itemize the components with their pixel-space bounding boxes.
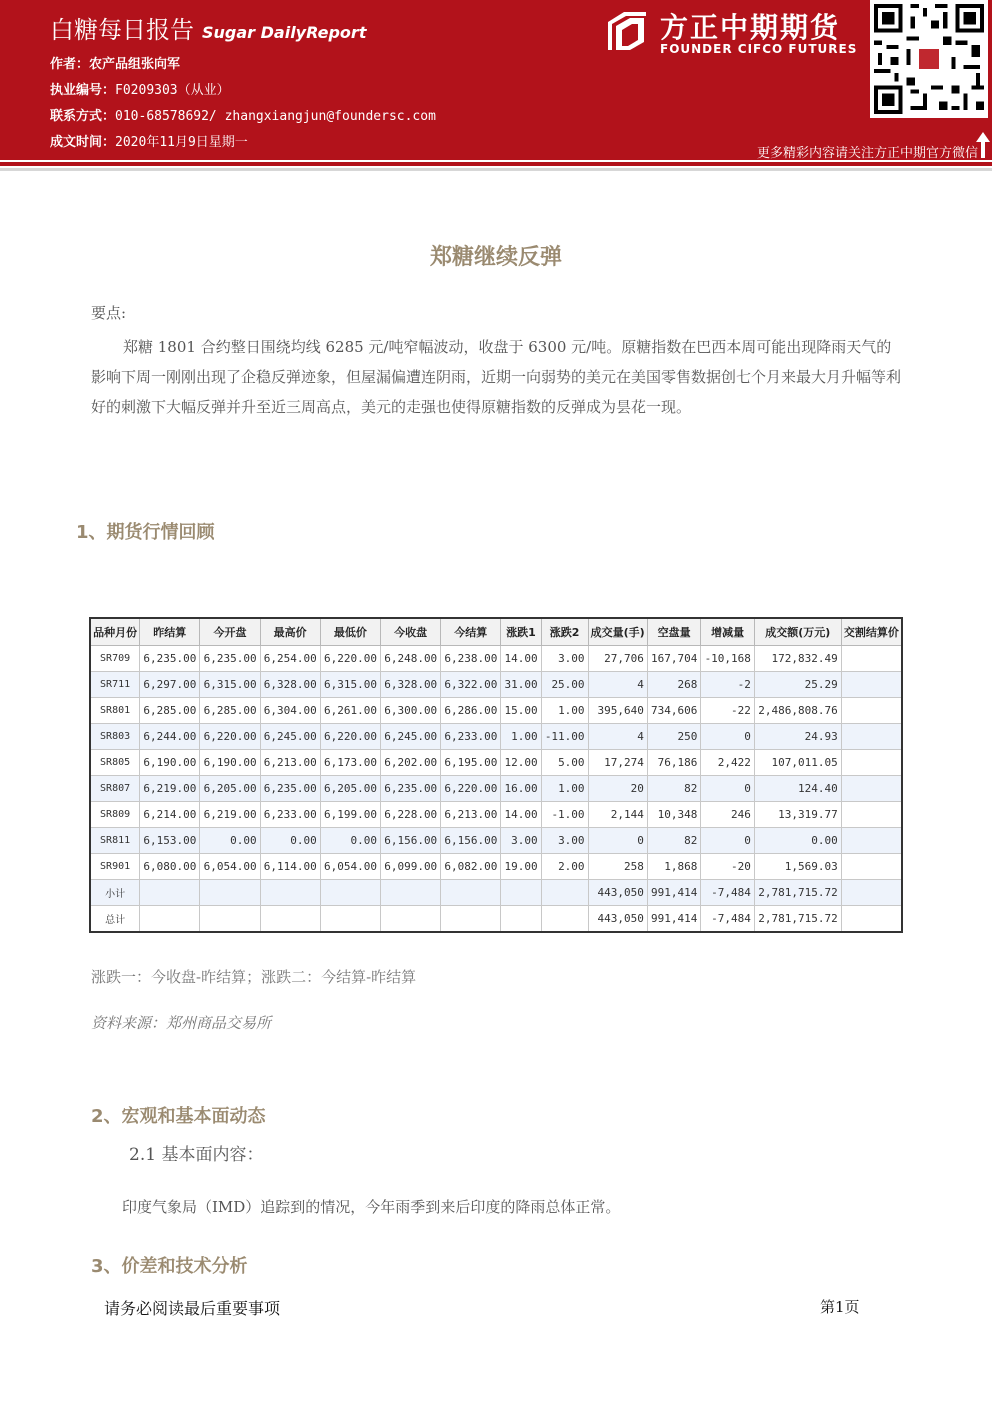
table-cell: -10,168 (701, 646, 755, 672)
table-cell: 76,186 (647, 750, 701, 776)
points-label: 要点: (91, 304, 127, 322)
table-cell: 6,219.00 (140, 776, 200, 802)
table-cell: 2,422 (701, 750, 755, 776)
table-cell: 1.00 (501, 724, 541, 750)
table-cell: 6,219.00 (200, 802, 260, 828)
document-title: 郑糖继续反弹 (429, 245, 562, 270)
col-header: 涨跌2 (541, 618, 588, 646)
table-row (90, 906, 902, 933)
table-cell: 25.29 (754, 672, 841, 698)
table-cell: 13,319.77 (754, 802, 841, 828)
table-row (90, 750, 902, 776)
header-divider (0, 162, 992, 166)
table-cell: 6,304.00 (260, 698, 320, 724)
table-cell: -2 (701, 672, 755, 698)
author-value: 农产品组张向军 (89, 57, 181, 72)
table-cell (841, 906, 902, 933)
table-row (90, 802, 902, 828)
table-cell (320, 880, 380, 906)
table-cell: 14.00 (501, 802, 541, 828)
table-cell: 19.00 (501, 854, 541, 880)
table-cell: 443,050 (588, 906, 647, 933)
table-row (90, 776, 902, 802)
contract-cell: SR809 (90, 802, 140, 828)
section-2-1-heading: 2.1 基本面内容： (129, 1145, 264, 1165)
table-cell: 27,706 (588, 646, 647, 672)
table-cell: 0.00 (320, 828, 380, 854)
table-cell (140, 880, 200, 906)
table-cell (441, 880, 501, 906)
table-cell (501, 906, 541, 933)
arrow-up-icon (976, 132, 990, 158)
report-title-cn: 白糖每日报告 (50, 16, 194, 44)
table-cell (841, 776, 902, 802)
table-cell: 1.00 (541, 776, 588, 802)
table-cell: 6,235.00 (380, 776, 440, 802)
table-cell: 6,220.00 (200, 724, 260, 750)
table-cell: 6,153.00 (140, 828, 200, 854)
table-row (90, 880, 902, 906)
table-cell: 31.00 (501, 672, 541, 698)
table-cell: 3.00 (541, 828, 588, 854)
table-cell: 991,414 (647, 906, 701, 933)
table-cell: 25.00 (541, 672, 588, 698)
col-header: 最低价 (320, 618, 380, 646)
table-cell (260, 880, 320, 906)
table-cell: 5.00 (541, 750, 588, 776)
contact-line: 联系方式：010-68578692/ zhangxiangjun@foundersc.com (50, 109, 436, 124)
table-cell: 3.00 (541, 646, 588, 672)
table-cell: 2,781,715.72 (754, 906, 841, 933)
table-cell: 6,054.00 (320, 854, 380, 880)
table-cell: 2,781,715.72 (754, 880, 841, 906)
table-cell: 268 (647, 672, 701, 698)
table-cell: 6,202.00 (380, 750, 440, 776)
table-cell: 15.00 (501, 698, 541, 724)
col-header: 今结算 (441, 618, 501, 646)
table-cell: 17,274 (588, 750, 647, 776)
contract-cell: SR901 (90, 854, 140, 880)
table-cell: 6,205.00 (200, 776, 260, 802)
license-value: F0209303（从业） (115, 83, 230, 98)
table-cell (841, 828, 902, 854)
table-cell: 1,569.03 (754, 854, 841, 880)
contract-cell: SR709 (90, 646, 140, 672)
page-number: 第1页 (820, 1298, 860, 1316)
table-cell: 6,213.00 (260, 750, 320, 776)
table-cell: 6,173.00 (320, 750, 380, 776)
table-cell: 991,414 (647, 880, 701, 906)
contract-cell: SR811 (90, 828, 140, 854)
col-header: 成交量(手) (588, 618, 647, 646)
author-line: 作者：农产品组张向军 (50, 57, 181, 72)
table-cell: 0 (701, 776, 755, 802)
table-cell: 6,297.00 (140, 672, 200, 698)
table-cell (380, 906, 440, 933)
table-cell: 2,144 (588, 802, 647, 828)
table-cell: 395,640 (588, 698, 647, 724)
table-cell (200, 880, 260, 906)
table-cell: 258 (588, 854, 647, 880)
table-cell: 4 (588, 724, 647, 750)
table-cell: 6,220.00 (320, 646, 380, 672)
table-cell (320, 906, 380, 933)
col-header: 最高价 (260, 618, 320, 646)
summary-paragraph: 郑糖 1801 合约整日围绕均线 6285 元/吨窄幅波动，收盘于 6300 元/吨。原糖指数在巴西本周可能出现降雨天气的影响下周一刚刚出现了企稳反弹迹象，但屋漏偏遭连阴雨，近期一向弱势的美元在美国零售数据创七个月来最大月升幅等利好的刺激下大幅反弹并升至近三周高点，美元的走强也使得原糖指数的反弹成为昙花一现。 (91, 338, 902, 416)
table-cell: 6,156.00 (441, 828, 501, 854)
table-cell: 6,195.00 (441, 750, 501, 776)
table-cell: 6,080.00 (140, 854, 200, 880)
contract-cell: SR803 (90, 724, 140, 750)
table-cell: 6,328.00 (380, 672, 440, 698)
report-title-en: Sugar DailyReport (202, 23, 367, 42)
table-cell: 2.00 (541, 854, 588, 880)
table-cell: 6,220.00 (320, 724, 380, 750)
section-1-heading: 1、期货行情回顾 (76, 522, 215, 543)
quotes-table (89, 617, 903, 933)
table-cell: 6,054.00 (200, 854, 260, 880)
table-cell: 6,261.00 (320, 698, 380, 724)
table-cell (841, 724, 902, 750)
table-cell (260, 906, 320, 933)
table-cell: -22 (701, 698, 755, 724)
table-header-row (90, 618, 902, 646)
table-cell: 6,254.00 (260, 646, 320, 672)
table-cell: 6,315.00 (200, 672, 260, 698)
col-header: 空盘量 (647, 618, 701, 646)
table-cell: 0.00 (200, 828, 260, 854)
table-cell: 6,238.00 (441, 646, 501, 672)
table-cell: 6,228.00 (380, 802, 440, 828)
table-cell: 167,704 (647, 646, 701, 672)
table-cell: 250 (647, 724, 701, 750)
table-cell: -1.00 (541, 802, 588, 828)
section-2-text: 印度气象局（IMD）追踪到的情况，今年雨季到来后印度的降雨总体正常。 (122, 1198, 621, 1216)
table-cell: 6,322.00 (441, 672, 501, 698)
report-title (50, 10, 366, 45)
col-header: 交割结算价 (841, 618, 902, 646)
table-row (90, 724, 902, 750)
table-cell: 0.00 (754, 828, 841, 854)
table-cell: 6,244.00 (140, 724, 200, 750)
table-row (90, 854, 902, 880)
table-cell: 6,300.00 (380, 698, 440, 724)
contract-cell: 总计 (90, 906, 140, 933)
table-cell: 20 (588, 776, 647, 802)
quotes-table-body (90, 646, 902, 933)
table-cell: -11.00 (541, 724, 588, 750)
table-cell (380, 880, 440, 906)
table-cell (841, 646, 902, 672)
table-cell: 4 (588, 672, 647, 698)
col-header: 涨跌1 (501, 618, 541, 646)
table-cell (501, 880, 541, 906)
table-cell: 6,190.00 (200, 750, 260, 776)
table-cell: -7,484 (701, 906, 755, 933)
table-cell: 6,114.00 (260, 854, 320, 880)
table-cell: 6,235.00 (140, 646, 200, 672)
table-cell: 734,606 (647, 698, 701, 724)
table-cell: 6,235.00 (260, 776, 320, 802)
company-logo (604, 8, 864, 60)
table-cell: 6,099.00 (380, 854, 440, 880)
date-value: 2020年11月9日星期一 (115, 135, 248, 150)
table-cell (441, 906, 501, 933)
col-header: 成交额(万元) (754, 618, 841, 646)
table-cell (140, 906, 200, 933)
table-cell: 24.93 (754, 724, 841, 750)
table-cell: 124.40 (754, 776, 841, 802)
table-cell (841, 880, 902, 906)
table-cell: 6,220.00 (441, 776, 501, 802)
section-2-heading: 2、宏观和基本面动态 (91, 1106, 266, 1127)
table-cell (841, 854, 902, 880)
table-cell: 6,205.00 (320, 776, 380, 802)
table-cell: 3.00 (501, 828, 541, 854)
col-header: 品种月份 (90, 618, 140, 646)
wechat-qr-code[interactable] (870, 0, 988, 118)
table-cell: 0 (588, 828, 647, 854)
license-line: 执业编号：F0209303（从业） (50, 83, 230, 98)
table-cell: 14.00 (501, 646, 541, 672)
footer-notice: 请务必阅读最后重要事项 (104, 1299, 281, 1318)
table-cell (841, 698, 902, 724)
data-source: 资料来源：郑州商品交易所 (91, 1014, 272, 1032)
table-note: 涨跌一：今收盘-昨结算；涨跌二：今结算-昨结算 (91, 968, 417, 986)
table-cell: 6,233.00 (260, 802, 320, 828)
col-header: 增减量 (701, 618, 755, 646)
table-cell: 6,286.00 (441, 698, 501, 724)
contract-cell: 小计 (90, 880, 140, 906)
col-header: 昨结算 (140, 618, 200, 646)
report-header (0, 0, 992, 160)
table-cell: -7,484 (701, 880, 755, 906)
follow-wechat-text: 更多精彩内容请关注方正中期官方微信 (756, 146, 978, 161)
table-cell: 6,214.00 (140, 802, 200, 828)
table-cell: 1.00 (541, 698, 588, 724)
table-row (90, 672, 902, 698)
table-cell: 6,156.00 (380, 828, 440, 854)
table-cell: 6,315.00 (320, 672, 380, 698)
table-cell (841, 802, 902, 828)
table-cell: 0 (701, 828, 755, 854)
table-cell (541, 906, 588, 933)
table-cell: 0.00 (260, 828, 320, 854)
table-cell: 6,082.00 (441, 854, 501, 880)
table-cell: 443,050 (588, 880, 647, 906)
col-header: 今收盘 (380, 618, 440, 646)
table-row (90, 828, 902, 854)
contract-cell: SR711 (90, 672, 140, 698)
table-cell: 6,199.00 (320, 802, 380, 828)
contract-cell: SR805 (90, 750, 140, 776)
table-cell: 2,486,808.76 (754, 698, 841, 724)
contract-cell: SR807 (90, 776, 140, 802)
col-header: 今开盘 (200, 618, 260, 646)
table-row (90, 646, 902, 672)
table-cell: 12.00 (501, 750, 541, 776)
table-cell: -20 (701, 854, 755, 880)
table-row (90, 698, 902, 724)
logo-en-text: FOUNDER CIFCO FUTURES (660, 42, 858, 56)
table-cell: 1,868 (647, 854, 701, 880)
table-cell: 82 (647, 776, 701, 802)
table-cell: 107,011.05 (754, 750, 841, 776)
table-cell: 6,285.00 (140, 698, 200, 724)
table-cell: 6,235.00 (200, 646, 260, 672)
table-cell: 6,190.00 (140, 750, 200, 776)
logo-cn-text: 方正中期期货 (660, 11, 841, 44)
table-cell: 6,248.00 (380, 646, 440, 672)
founder-logo-icon (604, 8, 650, 54)
table-cell: 6,245.00 (260, 724, 320, 750)
table-cell (841, 750, 902, 776)
table-cell: 6,285.00 (200, 698, 260, 724)
table-cell (200, 906, 260, 933)
table-cell (841, 672, 902, 698)
table-cell: 82 (647, 828, 701, 854)
contact-value[interactable]: 010-68578692/ zhangxiangjun@foundersc.com (115, 109, 436, 124)
table-cell (541, 880, 588, 906)
table-cell: 246 (701, 802, 755, 828)
table-cell: 172,832.49 (754, 646, 841, 672)
table-cell: 0 (701, 724, 755, 750)
table-cell: 16.00 (501, 776, 541, 802)
date-line: 成文时间：2020年11月9日星期一 (50, 135, 248, 150)
section-3-heading: 3、价差和技术分析 (91, 1256, 248, 1277)
table-cell: 6,245.00 (380, 724, 440, 750)
table-cell: 6,213.00 (441, 802, 501, 828)
contract-cell: SR801 (90, 698, 140, 724)
table-cell: 6,328.00 (260, 672, 320, 698)
header-divider-grey (0, 168, 992, 171)
table-cell: 10,348 (647, 802, 701, 828)
table-cell: 6,233.00 (441, 724, 501, 750)
